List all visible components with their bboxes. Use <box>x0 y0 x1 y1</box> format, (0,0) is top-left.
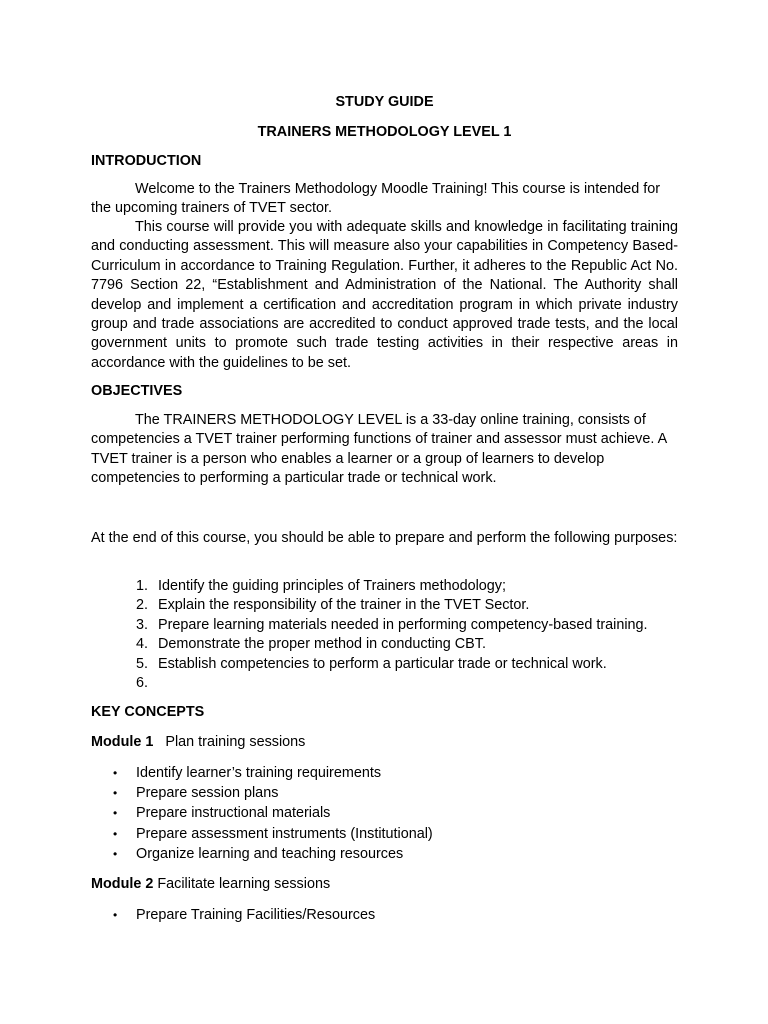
list-item-text: Prepare Training Facilities/Resources <box>136 907 376 923</box>
list-item <box>91 824 433 844</box>
list-item <box>91 905 375 925</box>
module-1-bullet-list <box>91 763 433 864</box>
bullet-icon: • <box>113 846 118 861</box>
list-item-text: Prepare learning materials needed in performing competency-based training. <box>158 616 648 633</box>
document-title: STUDY GUIDE <box>335 94 434 110</box>
list-item <box>91 783 433 803</box>
list-item <box>91 577 648 596</box>
list-item-text: Explain the responsibility of the trainer in the TVET Sector. <box>158 597 530 614</box>
module-2-label: Module 2 <box>91 876 154 892</box>
list-item <box>91 616 648 635</box>
list-item-text: Organize learning and teaching resources <box>136 845 404 862</box>
list-item-text: Identify learner’s training requirements <box>136 765 382 781</box>
module-1-title: Plan training sessions <box>165 734 306 750</box>
list-item-text: Demonstrate the proper method in conducting CBT. <box>158 636 486 653</box>
module-2-title: Facilitate learning sessions <box>157 876 331 892</box>
list-item-text: Prepare instructional materials <box>136 805 331 822</box>
bullet-icon: • <box>113 826 118 841</box>
list-number: 5. <box>136 655 149 672</box>
list-item-text: Prepare assessment instruments (Institutional) <box>136 825 433 842</box>
list-item <box>91 655 648 674</box>
list-item <box>91 635 648 654</box>
list-number: 4. <box>136 636 149 653</box>
module-2-heading <box>91 875 330 893</box>
bullet-icon: • <box>113 908 118 922</box>
list-item-text: Prepare session plans <box>136 785 279 802</box>
bullet-icon: • <box>113 806 118 821</box>
list-item-text: Identify the guiding principles of Trainers methodology; <box>158 578 506 594</box>
objectives-heading: OBJECTIVES <box>91 383 183 399</box>
objectives-paragraph-1: The TRAINERS METHODOLOGY LEVEL is a 33-day online training, consists of competencies a TVET trainer performing functions of trainer and assessor must achieve. A TVET trainer is a person who enables a learner or a group of learners to develop competencies to performing a particular trade or technical work. <box>91 412 667 487</box>
list-number: 6. <box>136 674 149 691</box>
module-1-heading <box>91 733 305 751</box>
list-item <box>91 803 433 823</box>
document-page <box>91 0 678 1024</box>
list-number: 1. <box>136 578 149 594</box>
list-item <box>91 596 648 615</box>
module-1-label: Module 1 <box>91 734 154 750</box>
list-item <box>91 674 648 693</box>
list-item <box>91 763 433 783</box>
bullet-icon: • <box>113 786 118 801</box>
key-concepts-heading: KEY CONCEPTS <box>91 704 205 720</box>
objectives-list <box>91 577 648 693</box>
document-subtitle: TRAINERS METHODOLOGY LEVEL 1 <box>257 124 512 140</box>
list-item-text: Establish competencies to perform a particular trade or technical work. <box>158 655 607 672</box>
introduction-paragraph-2: This course will provide you with adequate skills and knowledge in facilitating training and conducting assessment. This will measure also your capabilities in Competency Based-Curriculum in accordance to Training Regulation. Further, it adheres to the Republic Act No. 7796 Section 22, “Establishment and Administration of the National. The Authority shall develop and implement a certification and accreditation program in which private industry group and trade associations are accredited to conduct approved trade tests, and the local government units to promote such trade testing activities in their respective areas in accordance with the guidelines to be set. <box>91 219 678 371</box>
bullet-icon: • <box>113 766 118 780</box>
list-number: 2. <box>136 597 149 614</box>
module-2-bullet-list <box>91 905 375 925</box>
list-number: 3. <box>136 616 149 633</box>
list-item <box>91 844 433 864</box>
introduction-paragraph-1: Welcome to the Trainers Methodology Moodle Training! This course is intended for the upcoming trainers of TVET sector. <box>91 181 660 217</box>
objectives-paragraph-2: At the end of this course, you should be able to prepare and perform the following purposes: <box>91 530 678 546</box>
introduction-heading: INTRODUCTION <box>91 153 202 169</box>
